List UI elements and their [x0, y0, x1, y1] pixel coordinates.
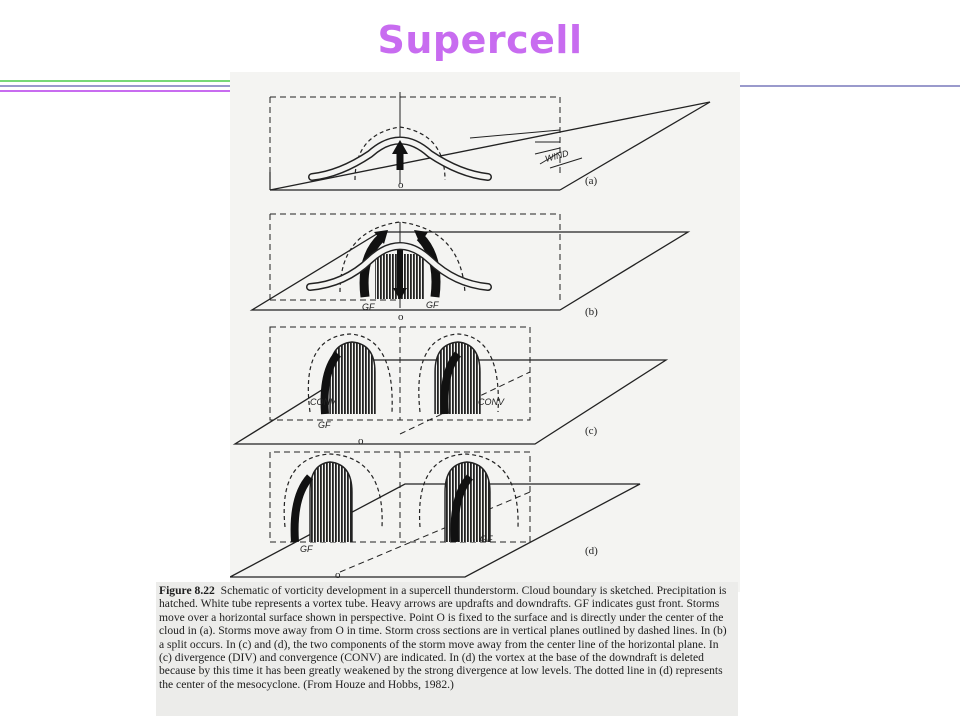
- gf-label-c: GF: [318, 420, 331, 430]
- figure-number: Figure 8.22: [159, 584, 215, 597]
- supercell-figure: [230, 72, 740, 592]
- panel-d: [230, 452, 640, 581]
- point-o-label-d: o: [335, 569, 341, 581]
- conv-label-right: CONV: [478, 397, 505, 407]
- gf-label-d-right: GF: [480, 534, 493, 544]
- panel-d-label: (d): [585, 545, 598, 557]
- conv-label-left: CONV: [310, 397, 337, 407]
- caption-text: Schematic of vorticity development in a supercell thunderstorm. Cloud boundary is sketched. Precipitation is hatched. White tube represents a vortex tube. Heavy arrows are updrafts and downdrafts. GF indicates gust front. Storms move over a horizontal surface shown in perspective. Point O is fixed to the surface and is directly under the center of the cloud in (a). Storms move away from O in time. Storm cross sections are in vertical planes outlined by dashed lines. In (b) a split occurs. In (c) and (d), the two components of the storm move away from the center line of the horizontal plane. In (c) divergence (DIV) and convergence (CONV) are indicated. In (d) the vortex at the base of the downdraft is deleted because by this time it has been greatly weakened by the strong divergence at low levels. The dotted line in (d) represents the center of the mesocyclone. (From Houze and Hobbs, 1982.): [159, 584, 727, 691]
- panel-b-label: (b): [585, 306, 598, 318]
- panel-b: [252, 214, 688, 323]
- panel-c: [235, 327, 666, 447]
- point-o-label-b: o: [398, 311, 404, 323]
- panel-a-label: (a): [585, 175, 598, 187]
- gf-label-d-left: GF: [300, 544, 313, 554]
- point-o-label-c: o: [358, 435, 364, 447]
- gf-label-b-right: GF: [426, 300, 439, 310]
- panel-c-label: (c): [585, 425, 598, 437]
- gf-label-b-left: GF: [362, 302, 375, 312]
- point-o-label-a: o: [398, 179, 404, 191]
- slide-title: Supercell: [377, 18, 583, 62]
- figure-caption: [156, 582, 738, 716]
- panel-a: [270, 92, 710, 191]
- wind-label: WIND: [543, 148, 570, 164]
